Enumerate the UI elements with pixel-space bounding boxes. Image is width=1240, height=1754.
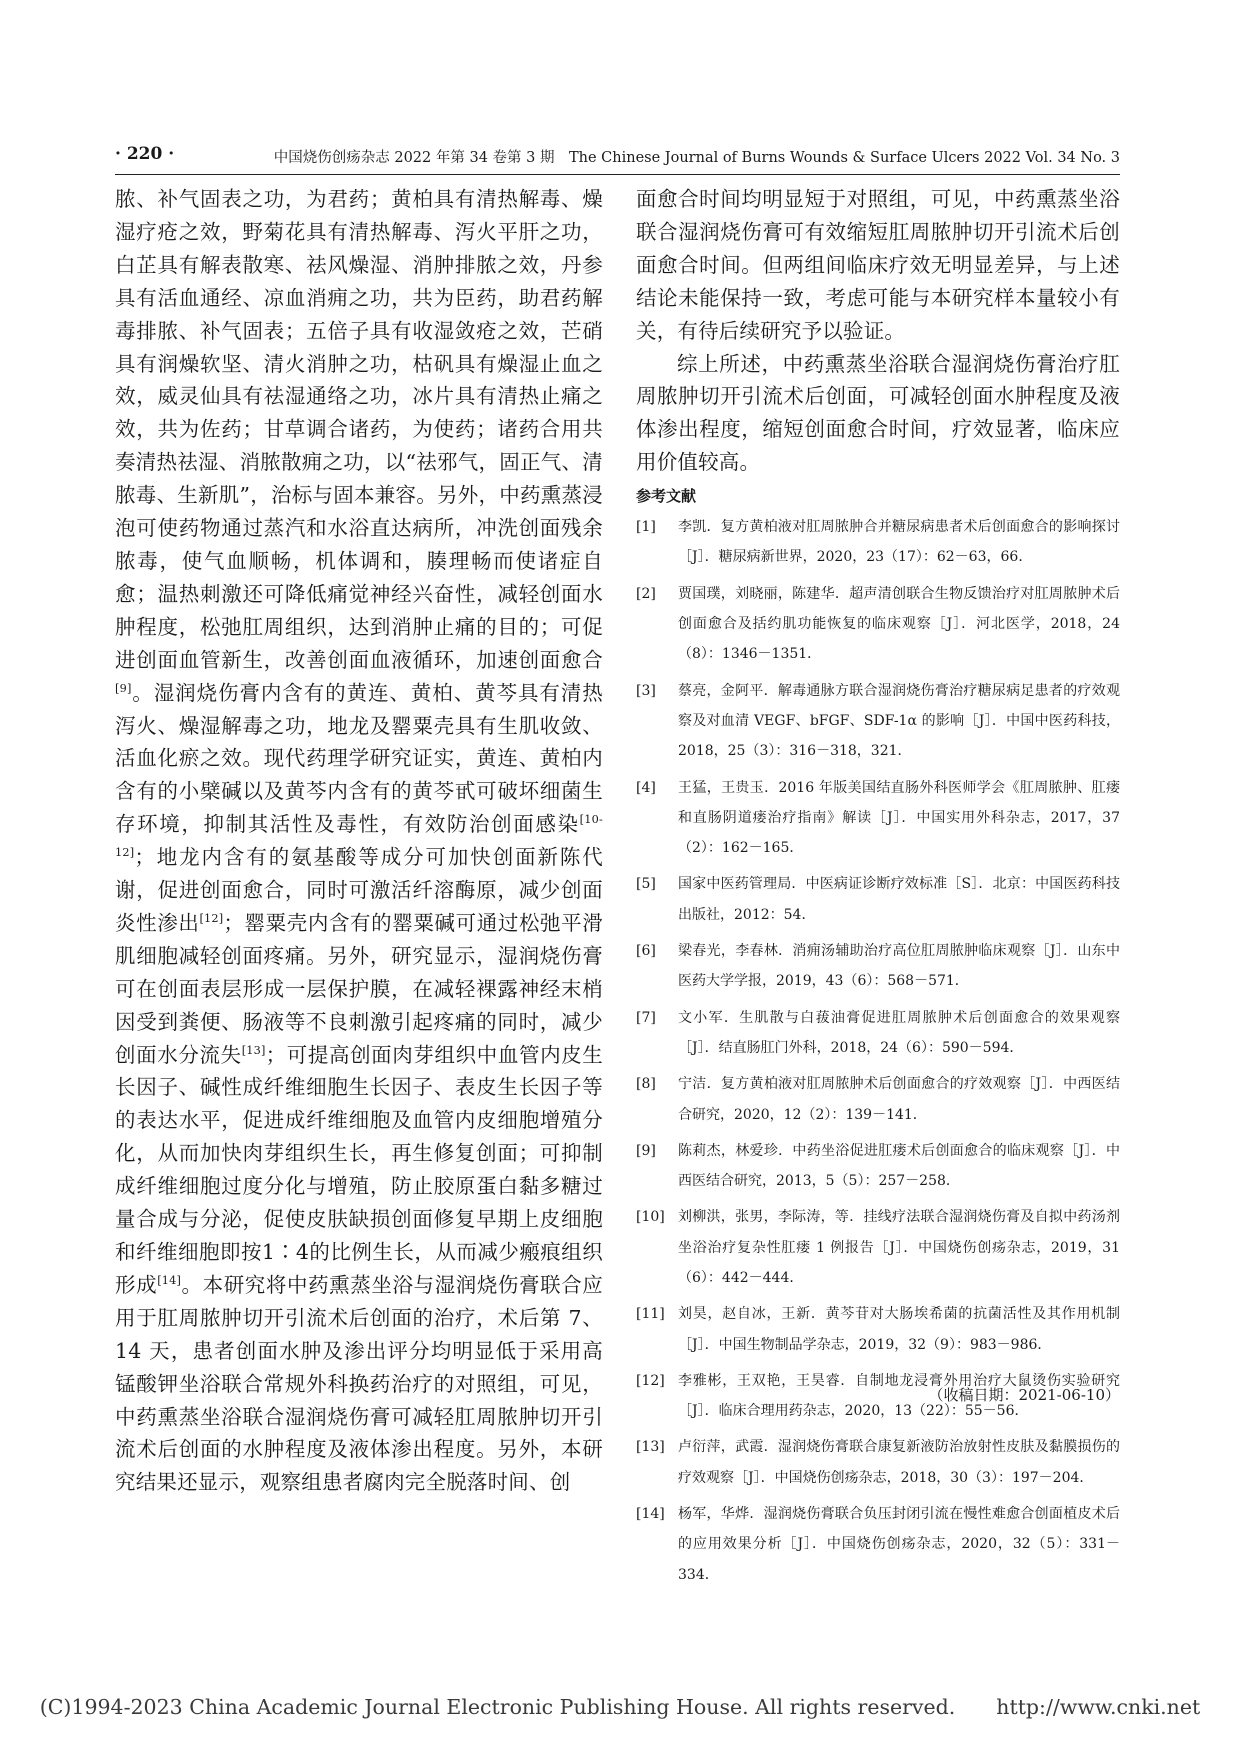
reference-text: 陈莉杰，林爱珍．中药坐浴促进肛瘘术后创面愈合的临床观察［J］．中西医结合研究，2013，5（5）：257－258． [678, 1142, 1120, 1190]
reference-number: [9] [636, 1142, 656, 1159]
journal-running-title: 中国烧伤创疡杂志 2022 年第 34 卷第 3 期 The Chinese Journal of Burns Wounds & Surface Ulcers 2022 Vol. 34 No. 3 [273, 150, 1120, 166]
reference-number: [11] [636, 1306, 665, 1323]
citation: [14] [157, 1274, 182, 1288]
reference-number: [8] [636, 1076, 656, 1093]
reference-number: [12] [636, 1372, 665, 1389]
reference-text: 杨军，华烨．湿润烧伤膏联合负压封闭引流在慢性难愈合创面植皮术后的应用效果分析［J］．中国烧伤创疡杂志，2020，32（5）：331－334． [678, 1506, 1120, 1583]
reference-text: 王猛，王贵玉．2016 年版美国结直肠外科医师学会《肛周脓肿、肛瘘和直肠阴道瘘治疗指南》解读［J］．中国实用外科杂志，2017，37（2）：162－165． [678, 779, 1120, 857]
citation: [10-12] [115, 813, 603, 860]
reference-item [636, 1432, 1120, 1493]
reference-number: [13] [636, 1439, 665, 1456]
reference-item [636, 936, 1120, 997]
received-date: （收稿日期：2021-06-10） [928, 1386, 1120, 1404]
reference-number: [14] [636, 1506, 665, 1523]
reference-item [636, 1299, 1120, 1360]
left-column [115, 183, 603, 1499]
reference-item [636, 676, 1120, 767]
reference-item [636, 773, 1120, 864]
discussion-paragraph [115, 183, 603, 1499]
citation: [12] [199, 912, 224, 926]
text-segment: 。湿润烧伤膏内含有的黄连、黄柏、黄芩具有清热泻火、燥湿解毒之功，地龙及罂粟壳具有生肌收敛、活血化瘀之效。现代药理学研究证实，黄连、黄柏内含有的小檗碱以及黄芩内含有的黄芩甙可破坏细菌生存环境，抑制其活性及毒性，有效防治创面感染 [115, 680, 603, 837]
reference-item [636, 1069, 1120, 1130]
reference-number: [4] [636, 779, 656, 796]
text-segment: ；罂粟壳内含有的罂粟碱可通过松弛平滑肌细胞减轻创面疼痛。另外，研究显示，湿润烧伤膏可在创面表层形成一层保护膜，在减轻裸露神经末梢因受到粪便、肠液等不良刺激引起疼痛的同时，减少创面水分流失 [115, 910, 603, 1067]
text-segment: ；可提高创面肉芽组织中血管内皮生长因子、碱性成纤维细胞生长因子、表皮生长因子等的表达水平，促进成纤维细胞及血管内皮细胞增殖分化，从而加快肉芽组织生长，再生修复创面；可抑制成纤维细胞过度分化与增殖，防止胶原蛋白黏多糖过量合成与分泌，促使皮肤缺损创面修复早期上皮细胞和纤维细胞即按1∶4的比例生长，从而减少瘢痕组织形成 [115, 1042, 604, 1297]
conclusion-paragraph: 综上所述，中药熏蒸坐浴联合湿润烧伤膏治疗肛周脓肿切开引流术后创面，可减轻创面水肿程度及液体渗出程度，缩短创面愈合时间，疗效显著，临床应用价值较高。 [636, 351, 1120, 475]
citation: [9] [115, 681, 132, 695]
reference-text: 国家中医药管理局．中医病证诊断疗效标准［S］．北京：中国医药科技出版社，2012：54． [678, 876, 1120, 923]
reference-item [636, 579, 1120, 670]
reference-text: 刘柳洪，张男，李际涛，等．挂线疗法联合湿润烧伤膏及自拟中药汤剂坐浴治疗复杂性肛瘘 1 例报告［J］．中国烧伤创疡杂志，2019，31（6）：442－444． [678, 1209, 1120, 1286]
reference-list [636, 512, 1120, 1590]
reference-item [636, 1136, 1120, 1197]
reference-text: 宁洁．复方黄柏液对肛周脓肿术后创面愈合的疗效观察［J］．中西医结合研究，2020，12（2）：139－141． [678, 1076, 1120, 1123]
reference-number: [2] [636, 585, 656, 602]
reference-item [636, 1499, 1120, 1590]
page-number: · 220 · [115, 144, 175, 164]
discussion-paragraph-continued: 面愈合时间均明显短于对照组，可见，中药熏蒸坐浴联合湿润烧伤膏可有效缩短肛周脓肿切开引流术后创面愈合时间。但两组间临床疗效无明显差异，与上述结论未能保持一致，考虑可能与本研究样本量较小有关，有待后续研究予以验证。 [636, 187, 1120, 343]
reference-number: [10] [636, 1209, 665, 1226]
citation: [13] [241, 1043, 266, 1057]
text-segment: ；地龙内含有的氨基酸等成分可加快创面新陈代谢，促进创面愈合，同时可激活纤溶酶原，减少创面炎性渗出 [115, 845, 603, 935]
reference-number: [3] [636, 682, 656, 699]
reference-item [636, 1003, 1120, 1064]
reference-number: [1] [636, 519, 656, 536]
reference-text: 文小军．生肌散与白菝油膏促进肛周脓肿术后创面愈合的效果观察［J］．结直肠肛门外科，2018，24（6）：590－594． [678, 1009, 1120, 1056]
reference-number: [7] [636, 1009, 656, 1026]
running-header [115, 144, 1120, 175]
reference-item [636, 512, 1120, 573]
reference-text: 贾国璞，刘晓丽，陈建华．超声清创联合生物反馈治疗对肛周脓肿术后创面愈合及括约肌功能恢复的临床观察［J］．河北医学，2018，24（8）：1346－1351． [678, 585, 1120, 663]
reference-number: [5] [636, 876, 656, 893]
reference-text: 卢衍萍，武霞．湿润烧伤膏联合康复新液防治放射性皮肤及黏膜损伤的疗效观察［J］．中国烧伤创疡杂志，2018，30（3）：197－204． [678, 1439, 1120, 1486]
reference-text: 梁春光，李春林．消痈汤辅助治疗高位肛周脓肿临床观察［J］．山东中医药大学学报，2019，43（6）：568－571． [678, 943, 1120, 990]
reference-item [636, 869, 1120, 930]
copyright-footer: (C)1994-2023 China Academic Journal Electronic Publishing House. All rights reserved. http://www.cnki.net [39, 1695, 1201, 1719]
text-segment: 脓、补气固表之功，为君药；黄柏具有清热解毒、燥湿疗疮之效，野菊花具有清热解毒、泻火平肝之功，白芷具有解表散寒、祛风燥湿、消肿排脓之效，丹参具有活血通经、凉血消痈之功，共为臣药，助君药解毒排脓、补气固表；五倍子具有收湿敛疮之效，芒硝具有润燥软坚、清火消肿之功，枯矾具有燥湿止血之效，威灵仙具有祛湿通络之功，冰片具有清热止痛之效，共为佐药；甘草调合诸药，为使药；诸药合用共奏清热祛湿、消脓散痈之功，以“祛邪气，固正气、清脓毒、生新肌”，治标与固本兼容。另外，中药熏蒸浸泡可使药物通过蒸汽和水浴直达病所，冲洗创面残余脓毒，使气血顺畅，机体调和，腠理畅而使诸症自愈；温热刺激还可降低痛觉神经兴奋性，减轻创面水肿程度，松弛肛周组织，达到消肿止痛的目的；可促进创面血管新生，改善创面血液循环，加速创面愈合 [115, 187, 603, 672]
references-heading: 参考文献 [636, 487, 697, 506]
reference-number: [6] [636, 943, 656, 960]
reference-text: 李凯．复方黄柏液对肛周脓肿合并糖尿病患者术后创面愈合的影响探讨［J］．糖尿病新世界，2020，23（17）：62－63，66． [678, 519, 1120, 566]
text-segment: 。本研究将中药熏蒸坐浴与湿润烧伤膏联合应用于肛周脓肿切开引流术后创面的治疗，术后第 7、14 天，患者创面水肿及渗出评分均明显低于采用高锰酸钾坐浴联合常规外科换药治疗的对照组，可见，中药熏蒸坐浴联合湿润烧伤膏可减轻肛周脓肿切开引流术后创面的水肿程度及液体渗出程度。另外，本研究结果还显示，观察组患者腐肉完全脱落时间、创 [115, 1272, 603, 1495]
reference-text: 李雅彬，王双艳，王昊睿．自制地龙浸膏外用治疗大鼠烫伤实验研究［J］．临床合理用药杂志，2020，13（22）：55－56． [678, 1372, 1120, 1420]
reference-text: 蔡亮，金阿平．解毒通脉方联合湿润烧伤膏治疗糖尿病足患者的疗效观察及对血清 VEGF、bFGF、SDF-1α 的影响［J］．中国中医药科技，2018，25（3）：316－318，321． [678, 682, 1120, 760]
reference-text: 刘昊，赵自冰，王新．黄芩苷对大肠埃希菌的抗菌活性及其作用机制［J］．中国生物制品学杂志，2019，32（9）：983－986． [678, 1306, 1120, 1353]
reference-item [636, 1202, 1120, 1293]
